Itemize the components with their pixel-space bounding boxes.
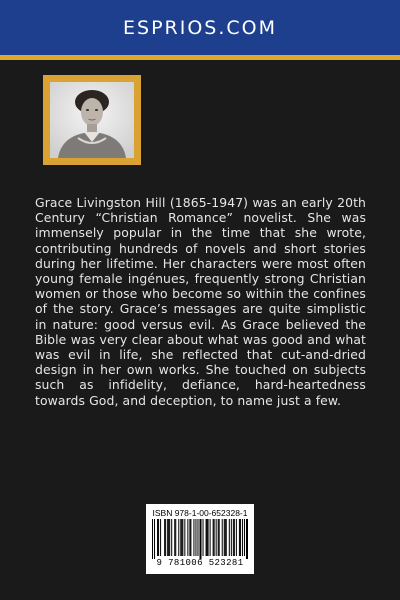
header-banner <box>0 0 400 55</box>
site-title: ESPRIOS.COM <box>123 16 277 39</box>
barcode-digits: 9 781006 523281 <box>156 558 244 568</box>
barcode-bars-icon <box>152 519 248 559</box>
back-cover-blurb: Grace Livingston Hill (1865-1947) was an early 20th Century “Christian Romance” novelist. She was immensely popular in the time that she wrote, contributing hundreds of novels and short stories during her lifetime. Her characters were most often young female ingénues, frequently strong Christian women or those who become so within the confines of the story. Grace’s messages are quite simplistic in nature: good versus evil. As Grace believed the Bible was very clear about what was good and what was evil in life, she reflected that cut-and-dried design in her own works. She touched on subjects such as infidelity, defiance, hard-heartedness towards God, and deception, to name just a few. <box>35 195 366 408</box>
author-portrait-icon <box>50 82 134 158</box>
isbn-barcode <box>146 504 254 574</box>
header-divider <box>0 55 400 60</box>
portrait-frame <box>43 75 141 165</box>
isbn-label: ISBN 978-1-00-652328-1 <box>152 508 248 518</box>
